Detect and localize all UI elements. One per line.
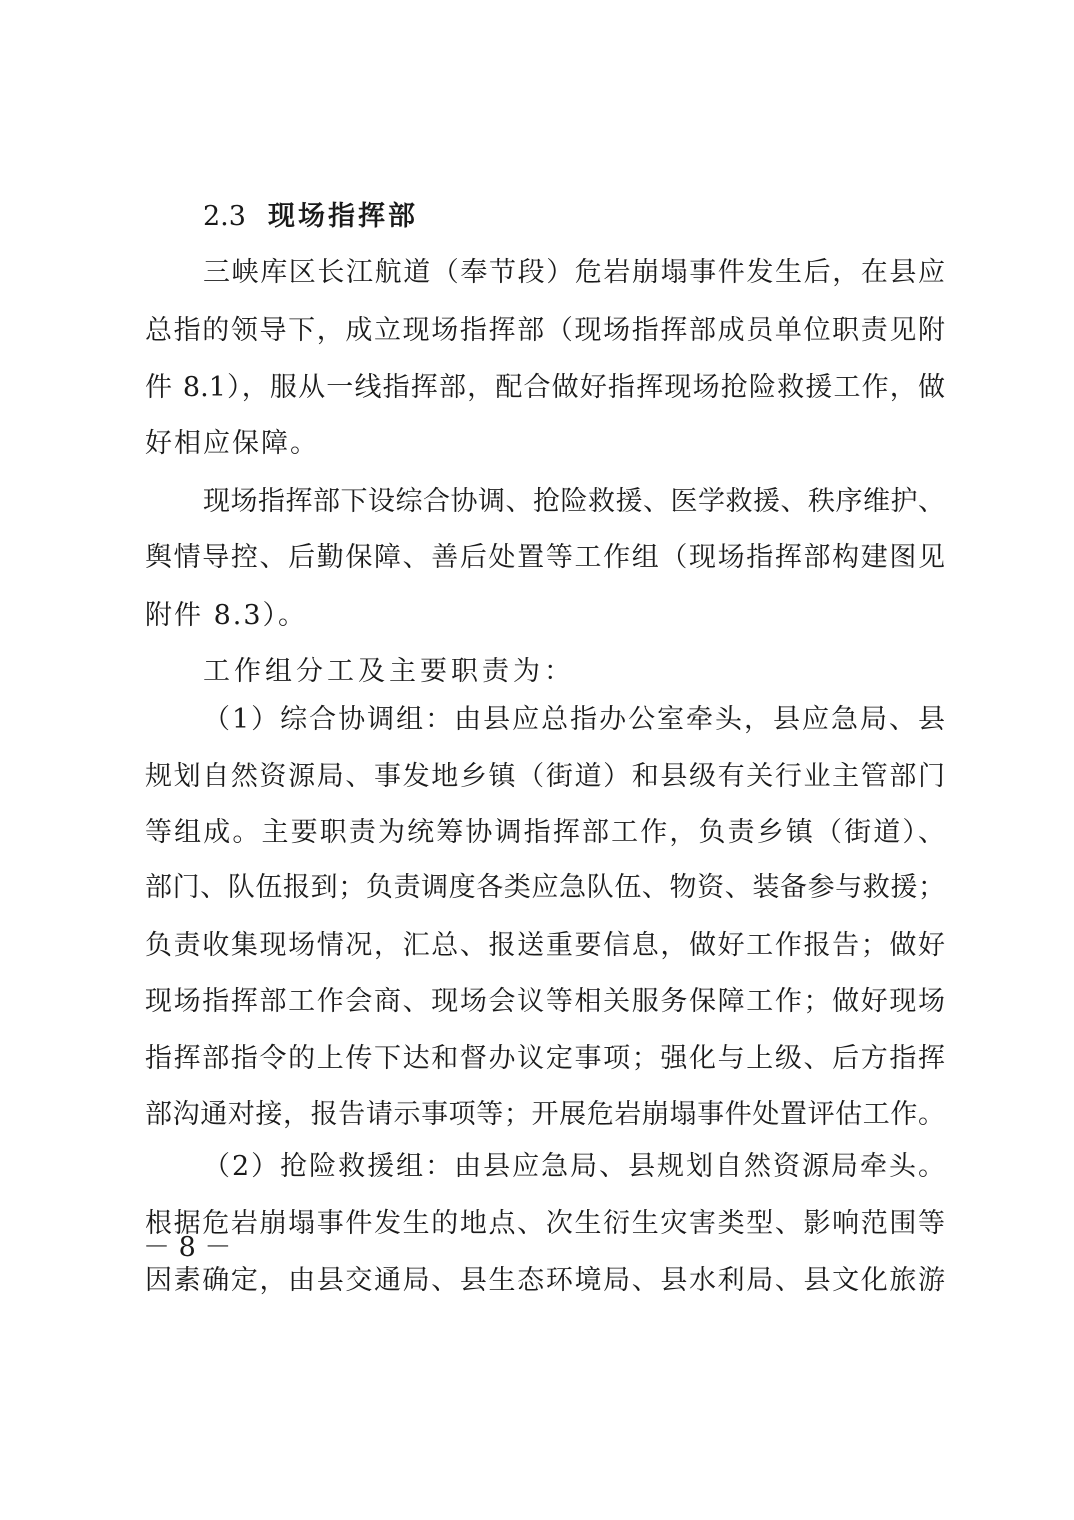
paragraph-line: 件 8.1），服从一线指挥部，配合做好指挥现场抢险救援工作，做 <box>145 372 945 403</box>
paragraph-line: 舆情导控、后勤保障、善后处置等工作组（现场指挥部构建图见 <box>145 542 945 573</box>
page-number: － 8 － <box>143 1232 232 1263</box>
paragraph-line: 三峡库区长江航道（奉节段）危岩崩塌事件发生后，在县应 <box>203 257 945 288</box>
paragraph-line: 部门、队伍报到；负责调度各类应急队伍、物资、装备参与救援； <box>145 872 945 903</box>
section-title: 现场指挥部 <box>267 201 418 232</box>
paragraph-line: 部沟通对接，报告请示事项等；开展危岩崩塌事件处置评估工作。 <box>145 1099 945 1130</box>
paragraph-line: 指挥部指令的上传下达和督办议定事项；强化与上级、后方指挥 <box>145 1043 945 1074</box>
paragraph-line: 等组成。主要职责为统筹协调指挥部工作，负责乡镇（街道）、 <box>145 817 945 848</box>
paragraph-line: 总指的领导下，成立现场指挥部（现场指挥部成员单位职责见附 <box>145 315 945 346</box>
paragraph-line: （1）综合协调组：由县应总指办公室牵头，县应急局、县 <box>203 704 945 735</box>
paragraph-line: 负责收集现场情况，汇总、报送重要信息，做好工作报告；做好 <box>145 930 945 961</box>
paragraph-line: 好相应保障。 <box>145 428 319 459</box>
paragraph-line: 现场指挥部下设综合协调、抢险救援、医学救援、秩序维护、 <box>203 486 945 517</box>
paragraph-line: （2）抢险救援组：由县应急局、县规划自然资源局牵头。 <box>203 1151 945 1182</box>
paragraph-line: 现场指挥部工作会商、现场会议等相关服务保障工作；做好现场 <box>145 986 945 1017</box>
paragraph-line: 因素确定，由县交通局、县生态环境局、县水利局、县文化旅游 <box>145 1265 945 1296</box>
section-heading <box>203 197 418 237</box>
paragraph-line: 附件 8.3）。 <box>145 600 308 631</box>
paragraph-line: 规划自然资源局、事发地乡镇（街道）和县级有关行业主管部门 <box>145 761 945 792</box>
paragraph-line: 根据危岩崩塌事件发生的地点、次生衍生灾害类型、影响范围等 <box>145 1208 945 1239</box>
section-number: 2.3 <box>203 201 246 232</box>
paragraph-line: 工作组分工及主要职责为： <box>203 656 575 687</box>
